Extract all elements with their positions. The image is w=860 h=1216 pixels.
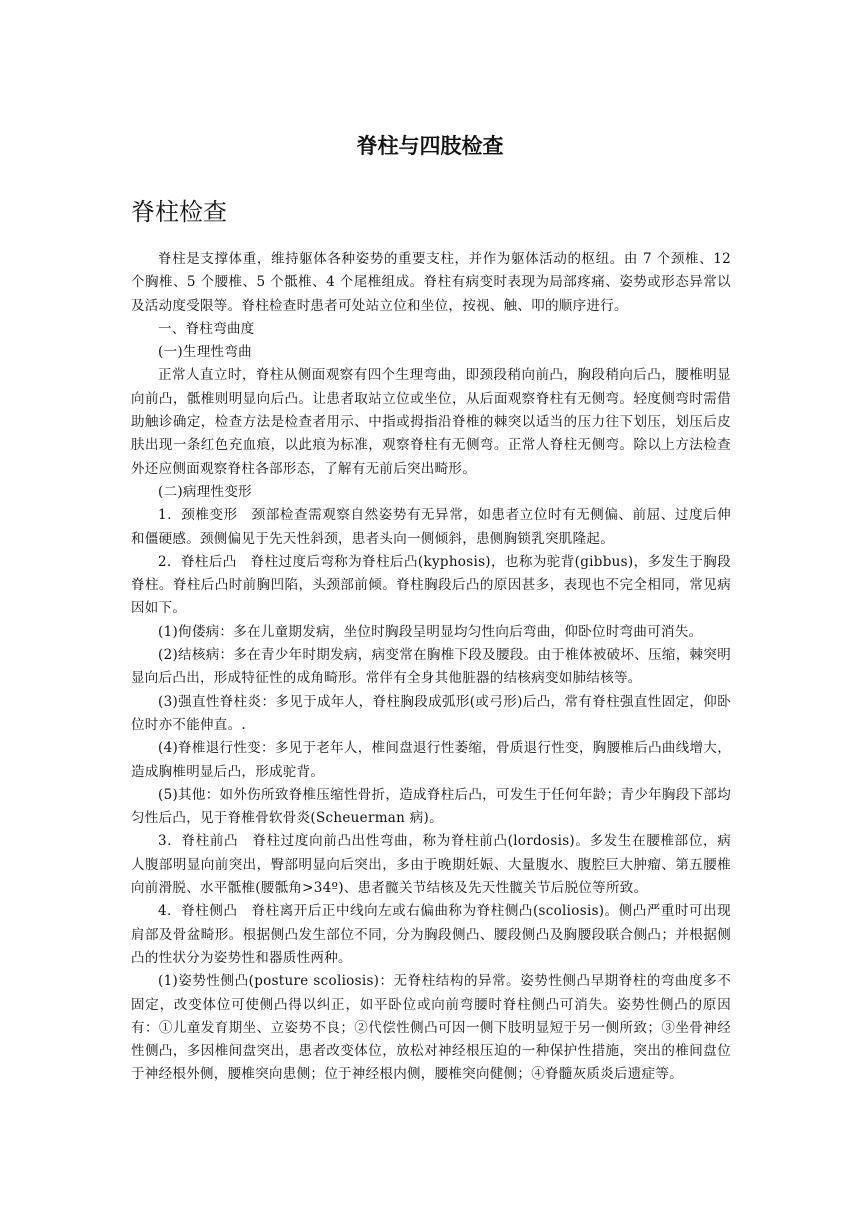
paragraph: 2．脊柱后凸 脊柱过度后弯称为脊柱后凸(kyphosis)，也称为驼背(gibbus)，多发生于胸段脊柱。脊柱后凸时前胸凹陷，头颈部前倾。脊柱胸段后凸的原因甚多，表现也不完全相同，常见病因如下。 (131, 553, 731, 617)
document-body (131, 248, 731, 1087)
paragraph: (2)结核病：多在青少年时期发病，病变常在胸椎下段及腰段。由于椎体被破坏、压缩，棘突明显向后凸出，形成特征性的成角畸形。常伴有全身其他脏器的结核病变如肺结核等。 (131, 647, 731, 687)
paragraph: (3)强直性脊柱炎：多见于成年人，脊柱胸段成弧形(或弓形)后凸，常有脊柱强直性固定，仰卧位时亦不能伸直。. (131, 693, 731, 733)
paragraph: 1．颈椎变形 颈部检查需观察自然姿势有无异常，如患者立位时有无侧偏、前屈、过度后伸和僵硬感。颈侧偏见于先天性斜颈，患者头向一侧倾斜，患侧胸锁乳突肌隆起。 (131, 507, 731, 547)
paragraph: (二)病理性变形 (158, 483, 252, 500)
paragraph: (1)姿势性侧凸(posture scoliosis)：无脊柱结构的异常。姿势性侧凸早期脊柱的弯曲度多不固定，改变体位可使侧凸得以纠正，如平卧位或向前弯腰时脊柱侧凸可消失。姿势性侧凸的原因有：①儿童发育期坐、立姿势不良；②代偿性侧凸可因一侧下肢明显短于另一侧所致；③坐骨神经性侧凸，多因椎间盘突出，患者改变体位，放松对神经根压迫的一种保护性措施，突出的椎间盘位于神经根外侧，腰椎突向患侧；位于神经根内侧，腰椎突向健侧；④脊髓灰质炎后遗症等。 (131, 973, 731, 1083)
section-heading: 脊柱检查 (131, 198, 227, 226)
paragraph: (4)脊椎退行性变：多见于老年人，椎间盘退行性萎缩，骨质退行性变，胸腰椎后凸曲线增大，造成胸椎明显后凸，形成驼背。 (131, 740, 731, 780)
document-title: 脊柱与四肢检查 (356, 134, 504, 158)
paragraph: 正常人直立时，脊柱从侧面观察有四个生理弯曲，即颈段稍向前凸，胸段稍向后凸，腰椎明显向前凸，骶椎则明显向后凸。让患者取站立位或坐位，从后面观察脊柱有无侧弯。轻度侧弯时需借助触诊确定，检查方法是检查者用示、中指或拇指沿脊椎的棘突以适当的压力往下划压，划压后皮肤出现一条红色充血痕，以此痕为标准，观察脊柱有无侧弯。正常人脊柱无侧弯。除以上方法检查外还应侧面观察脊柱各部形态，了解有无前后突出畸形。 (131, 367, 731, 477)
paragraph: 3．脊柱前凸 脊柱过度向前凸出性弯曲，称为脊柱前凸(lordosis)。多发生在腰椎部位，病人腹部明显向前突出，臀部明显向后突出，多由于晚期妊娠、大量腹水、腹腔巨大肿瘤、第五腰椎向前滑脱、水平骶椎(腰骶角>34º)、患者髋关节结核及先天性髋关节后脱位等所致。 (131, 833, 731, 897)
paragraph: (5)其他：如外伤所致脊椎压缩性骨折，造成脊柱后凸，可发生于任何年龄；青少年胸段下部均匀性后凸，见于脊椎骨软骨炎(Scheuerman 病)。 (131, 786, 731, 827)
paragraph: 脊柱是支撑体重，维持躯体各种姿势的重要支柱，并作为躯体活动的枢纽。由 7 个颈椎、12 个胸椎、5 个腰椎、5 个骶椎、4 个尾椎组成。脊柱有病变时表现为局部疼痛、姿势或形态异常以及活动度受限等。脊柱检查时患者可处站立位和坐位，按视、触、叩的顺序进行。 (131, 251, 731, 314)
paragraph: 4．脊柱侧凸 脊柱离开后正中线向左或右偏曲称为脊柱侧凸(scoliosis)。侧凸严重时可出现肩部及骨盆畸形。根据侧凸发生部位不同，分为胸段侧凸、腰段侧凸及胸腰段联合侧凸；并根据侧凸的性状分为姿势性和器质性两种。 (131, 903, 731, 966)
paragraph: (1)佝偻病：多在儿童期发病，坐位时胸段呈明显均匀性向后弯曲，仰卧位时弯曲可消失。 (158, 623, 703, 640)
paragraph: (一)生理性弯曲 (158, 344, 252, 361)
paragraph: 一、脊柱弯曲度 (158, 320, 255, 337)
